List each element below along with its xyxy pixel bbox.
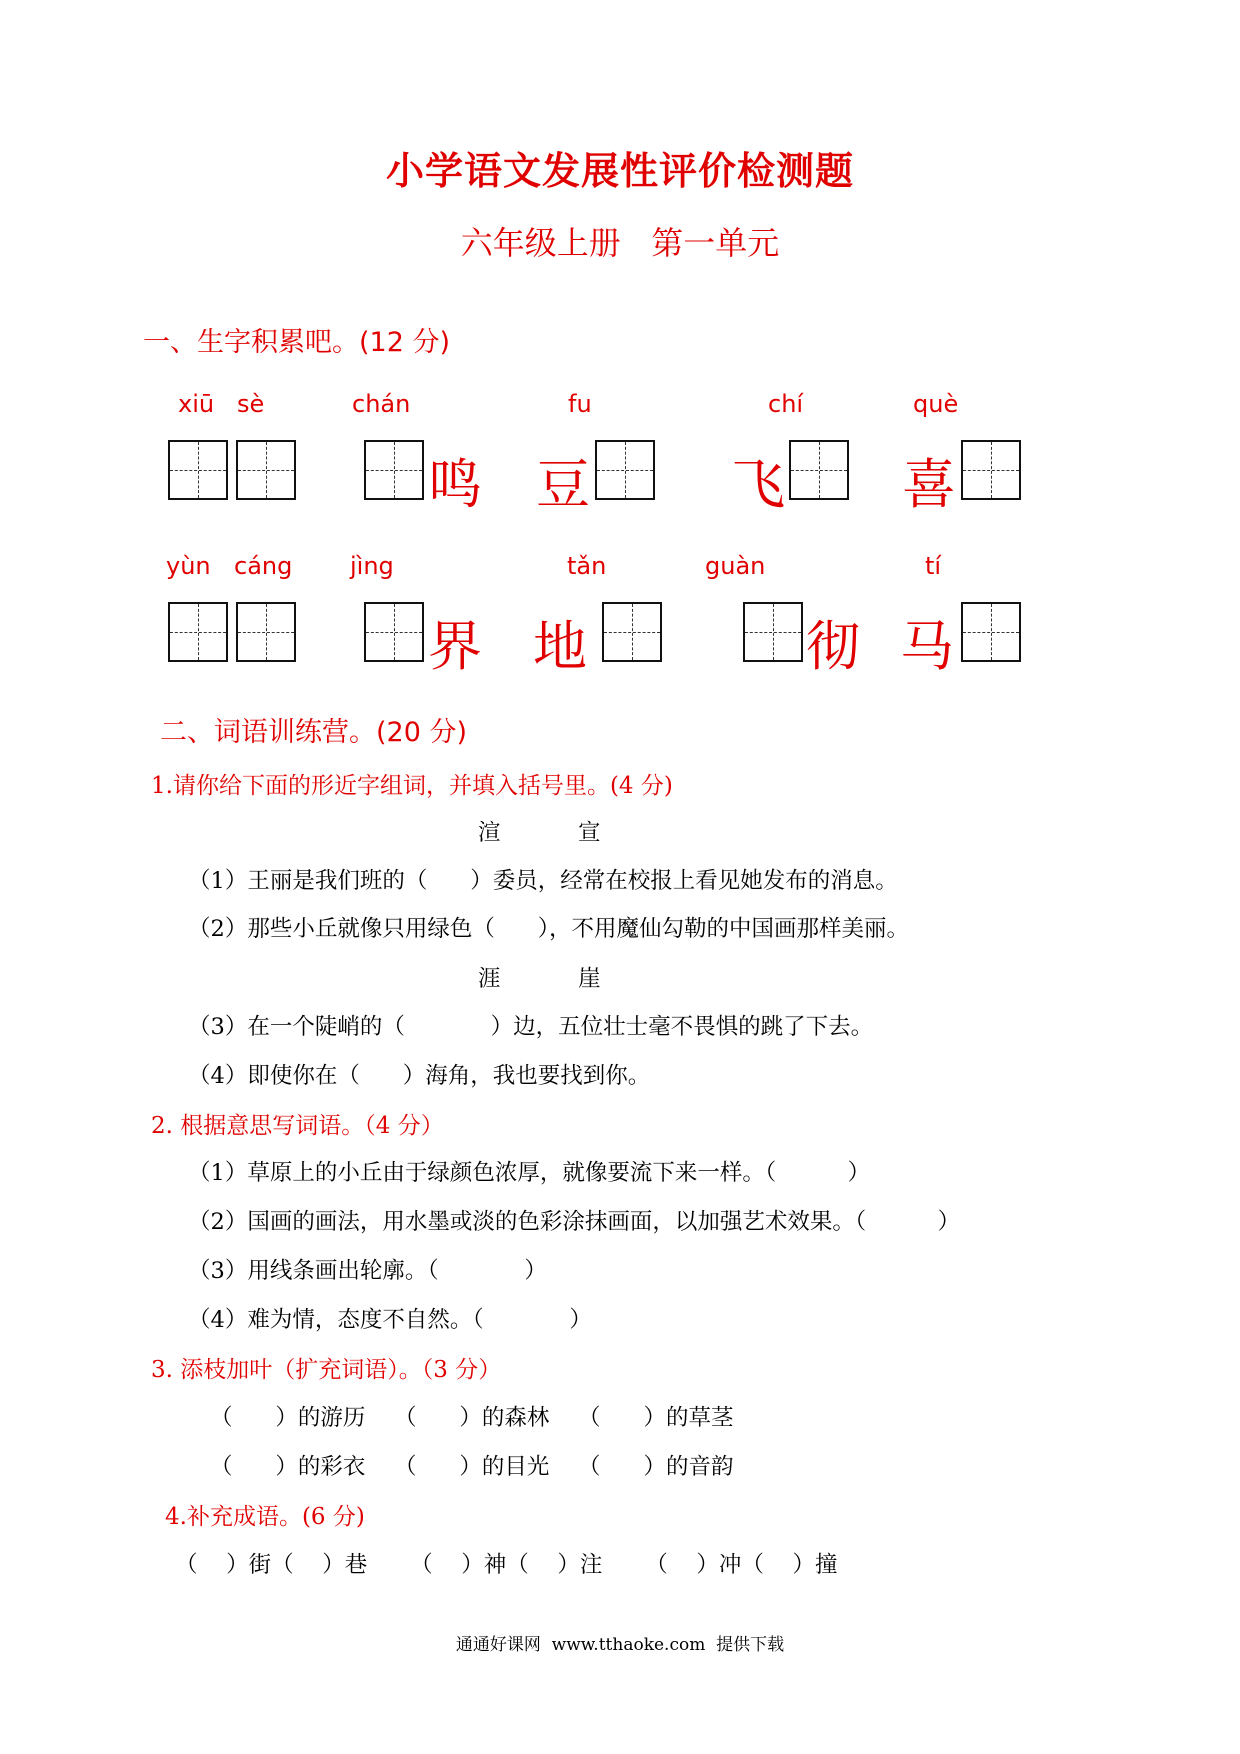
writing-box[interactable] [595,440,655,500]
q4-prompt: 4.补充成语。(6 分) [165,1504,365,1530]
footer: 通通好课网 www.tthaoke.com 提供下载 [455,1635,785,1655]
q2-item2: （2）国画的画法，用水墨或淡的色彩涂抹画面，以加强艺术效果。（ ） [188,1209,961,1235]
given-char: 彻 [806,615,860,678]
q1-pair2-a: 涯 [478,966,501,992]
pinyin-guan: guàn [705,552,766,580]
given-char: 马 [900,615,954,678]
pinyin-ti: tí [925,552,942,580]
q1-pair2-b: 崖 [578,966,601,992]
writing-box[interactable] [168,440,228,500]
writing-box[interactable] [602,602,662,662]
given-char: 喜 [902,453,956,516]
writing-box[interactable] [364,440,424,500]
q3-line2: （ ）的彩衣 （ ）的目光 （ ）的音韵 [210,1454,734,1480]
q2-prompt: 2. 根据意思写词语。（4 分） [151,1113,444,1139]
q1-pair1-a: 渲 [478,820,501,846]
pinyin-chan: chán [352,390,411,418]
writing-box[interactable] [789,440,849,500]
given-char: 豆 [536,453,590,516]
q2-item1: （1）草原上的小丘由于绿颜色浓厚，就像要流下来一样。（ ） [188,1160,871,1186]
page-subtitle: 六年级上册 第一单元 [460,224,780,262]
q3-line1: （ ）的游历 （ ）的森林 （ ）的草茎 [210,1405,734,1431]
given-char: 界 [428,615,482,678]
pinyin-jing: jìng [350,552,394,580]
q1-sentence4: （4）即使你在（ ）海角，我也要找到你。 [188,1063,651,1089]
pinyin-chi: chí [768,390,804,418]
pinyin-xiu: xiū [178,390,215,418]
pinyin-tan: tǎn [567,552,607,580]
q1-sentence1: （1）王丽是我们班的（ ）委员，经常在校报上看见她发布的消息。 [188,868,898,894]
writing-box[interactable] [961,440,1021,500]
page-title: 小学语文发展性评价检测题 [385,149,854,193]
writing-box[interactable] [961,602,1021,662]
given-char: 飞 [731,453,785,516]
q1-prompt: 1.请你给下面的形近字组词，并填入括号里。(4 分) [151,773,673,799]
pinyin-cang: cáng [234,552,293,580]
q4-line: （ ）街（ ）巷 （ ）神（ ）注 （ ）冲（ ）撞 [175,1552,838,1578]
pinyin-que: què [913,390,959,418]
pinyin-fu: fu [568,390,592,418]
writing-box[interactable] [236,440,296,500]
writing-box[interactable] [168,602,228,662]
writing-box[interactable] [236,602,296,662]
writing-box[interactable] [743,602,803,662]
q2-item3: （3）用线条画出轮廓。（ ） [188,1258,547,1284]
given-char: 地 [533,615,587,678]
q1-pair1-b: 宣 [578,820,601,846]
pinyin-se: sè [237,390,265,418]
pinyin-yun: yùn [166,552,211,580]
q1-sentence3: （3）在一个陡峭的（ ）边，五位壮士毫不畏惧的跳了下去。 [188,1014,874,1040]
q1-sentence2: （2）那些小丘就像只用绿色（ ），不用魔仙勾勒的中国画那样美丽。 [188,916,909,942]
section1-heading: 一、生字积累吧。(12 分) [143,327,451,358]
section2-heading: 二、词语训练营。(20 分) [160,717,468,748]
q3-prompt: 3. 添枝加叶（扩充词语）。（3 分） [151,1357,502,1383]
given-char: 鸣 [428,453,482,516]
q2-item4: （4）难为情，态度不自然。（ ） [188,1307,592,1333]
writing-box[interactable] [364,602,424,662]
